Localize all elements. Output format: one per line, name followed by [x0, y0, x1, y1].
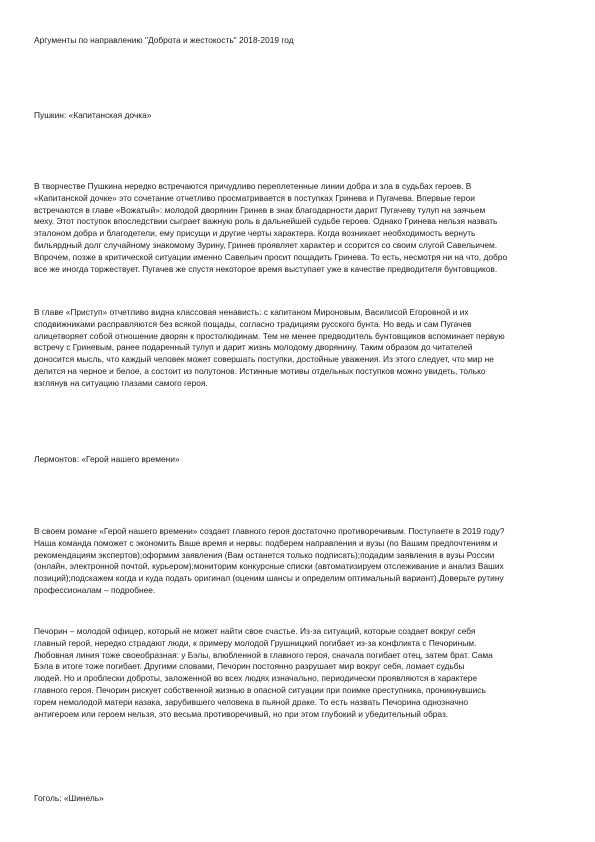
text-line: антигероем или героем нельзя, это весьма противоречивый, но при этом глубокий и убедительный образ. [34, 708, 449, 719]
text-line: бильярдный долг случайному знакомому Зурину, Гринев проявляет характер и ссорится со своим слугой Савельичем. [34, 239, 498, 250]
text-line: эталоном добра и благодетели, ему присущи и другие черты характера. Когда возникает необходимость вернуть [34, 228, 476, 239]
paragraph-lermontov-1 [34, 526, 569, 597]
text-line: Наша команда поможет с экономить Ваше время и нервы: подберем направления и вузы (по Вашим предпочтениям и [34, 537, 498, 548]
section-heading-gogol: Гоголь: «Шинель» [34, 793, 104, 803]
text-line: В главе «Приступ» отчетливо видна классовая ненависть: с капитаном Мироновым, Василисой Егоровной и их [34, 307, 469, 317]
text-line: профессионалам – подробнее. [34, 584, 156, 595]
paragraph-pushkin-2 [34, 307, 569, 390]
text-line: взглянув на ситуацию глазами самого героя. [34, 377, 208, 388]
text-line: главный герой, нередко страдают люди, к примеру молодой Грушницкий погибает из-за конфликта с Печориным. [34, 637, 477, 648]
text-line: все же иногда торжествует. Пугачев же спустя некоторое время выступает уже в качестве предводителя бунтовщиков. [34, 263, 498, 274]
text-line: горем немолодой матери казака, зарубившего человека в пьяной драке. То есть назвать Печорина однозначно [34, 696, 469, 707]
text-line: В творчестве Пушкина нередко встречаются причудливо переплетенные линии добра и зла в судьбах героев. В [34, 181, 472, 191]
text-line: Бэла в итоге тоже погибает. Другими словами, Печорин постоянно разрушает мир вокруг себя, ломает судьбы [34, 661, 465, 672]
text-line: Печорин – молодой офицер, который не может найти свое счастье. Из-за ситуаций, которые создает вокруг себя [34, 626, 476, 636]
text-line: позиций);подскажем когда и куда подать оригинал (оценим шансы и определим оптимальный вариант).Доверьте рутину [34, 573, 504, 584]
document-title: Аргументы по направлению "Доброта и жестокость" 2018-2019 год [34, 35, 294, 45]
text-line: людей. Но и проблески доброты, заложенной во всех людях изначально, периодически проявляются в характере [34, 673, 478, 684]
text-line: делится на черное и белое, а состоит из полутонов. Истинные мотивы отдельных поступков можно увидеть, только [34, 365, 486, 376]
paragraph-pushkin-1 [34, 181, 569, 275]
text-line: доносится мысль, что каждый человек может совершать поступки, достойные уважения. Из этого следует, что мир не [34, 354, 494, 365]
text-line: (онлайн, электронной почтой, курьером);мониторим конкурсные списки (автоматизируем отслеживание и анализ Ваших [34, 561, 504, 572]
text-line: встречаются в главе «Вожатый»: молодой дворянин Гринев в знак благодарности дарит Пугачеву тулуп на заячьем [34, 204, 486, 215]
text-line: олицетворяет собой отношение дворян к простолюдинам. Тем не менее предводитель бунтовщиков вспоминает первую [34, 330, 505, 341]
text-line: меху. Этот поступок впоследствии сыграет важную роль в дальнейшей судьбе героев. Однако Гринева нельзя назвать [34, 216, 498, 227]
paragraph-lermontov-2 [34, 626, 569, 720]
text-line: главного героя. Печорин рискует собственной жизнью в опасной ситуации при поимке преступника, проникнувшись [34, 684, 486, 695]
text-line: сподвижниками расправляются без всякой пощады, согласно традициям русского бунта. Но ведь и сам Пугачев [34, 318, 472, 329]
text-line: Любовная линия тоже своеобразная: у Бэлы, влюбленной в главного героя, сначала погибает отец, затем брат. Сама [34, 649, 493, 660]
section-heading-lermontov: Лермонтов: «Герой нашего времени» [34, 454, 180, 464]
text-line: Впрочем, позже в критической ситуации именно Савельич просит пощадить Гринева. То есть, несмотря ни на что, добро [34, 251, 508, 262]
section-heading-pushkin: Пушкин: «Капитанская дочка» [34, 110, 152, 120]
text-line: В своем романе «Герой нашего времени» создает главного героя достаточно противоречивым. Поступаете в 2019 году? [34, 526, 505, 536]
text-line: встречу с Гриневым, ранее подаренный тулуп и дарит жизнь молодому дворянину. Таким образом до читателей [34, 342, 473, 353]
text-line: рекомендациям экспертов);оформим заявления (Вам останется только подписать);подадим заявления в вузы России [34, 549, 495, 560]
text-line: «Капитанской дочке» это сочетание отчетливо просматривается в поступках Гринева и Пугачева. Впервые герои [34, 192, 475, 203]
